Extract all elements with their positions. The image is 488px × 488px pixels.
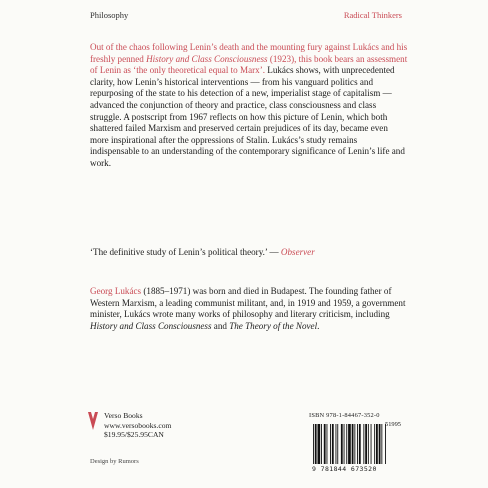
isbn-label: ISBN 978-1-84467-352-0 (309, 412, 380, 419)
category-label: Philosophy (90, 10, 129, 20)
author-bio: Georg Lukács (1885–1971) was born and died in Budapest. The founding father of Western Marxism, a leading communist militant, and, in 1919 and 1959, a government minister, Lukács wrote many works of philosophy and literary criticism, including History and Class Consciousness and The Theory of the Novel. (90, 286, 406, 331)
blurb-body: Lukács shows, with unprecedented clarity, how Lenin’s historical interventions — from his vanguard politics and repurposing of the state to his detection of a new, imperialist stage of capitalism — advanced the conjunction of theory and practice, class consciousness and class struggle. A postscript from 1967 reflects on how this picture of Lenin, which both shattered failed Marxism and preserved certain prejudices of its day, became even more inspirational after the oppressions of Stalin. Lukács’s study remains indispensable to an understanding of the contemporary significance of Lenin’s life and work. (90, 65, 405, 168)
blurb-paragraph (90, 42, 408, 170)
barcode-image (313, 424, 408, 464)
blurb-lead-title: History and Class Consciousness (146, 53, 268, 64)
publisher-url: www.versobooks.com (104, 420, 172, 430)
bio-title-2: The Theory of the Novel (229, 320, 318, 331)
publisher-name: Verso Books (104, 411, 143, 420)
barcode-digits: 9 781844 673520 (312, 465, 377, 473)
design-credit: Design by Rumors (90, 458, 139, 465)
author-name: Georg Lukács (90, 286, 142, 296)
price-code: 51995 (385, 421, 401, 428)
blurb-lead: Out of the chaos following Lenin’s death and the mounting fury against Lukács and his freshly penned History and Class Consciousness (1923), this book bears an assessment of Lenin as ‘the only theoretical equal to Marx’. (90, 42, 408, 76)
publisher-block (104, 411, 171, 440)
bio-title-1: History and Class Consciousness (90, 320, 212, 331)
quote-source: Observer (280, 247, 315, 257)
series-label: Radical Thinkers (343, 10, 402, 20)
price: $19.95/$25.95CAN (104, 430, 164, 440)
verso-v-logo-icon (88, 412, 98, 430)
review-quote: ‘The definitive study of Lenin’s political theory.’ — Observer (90, 247, 315, 257)
